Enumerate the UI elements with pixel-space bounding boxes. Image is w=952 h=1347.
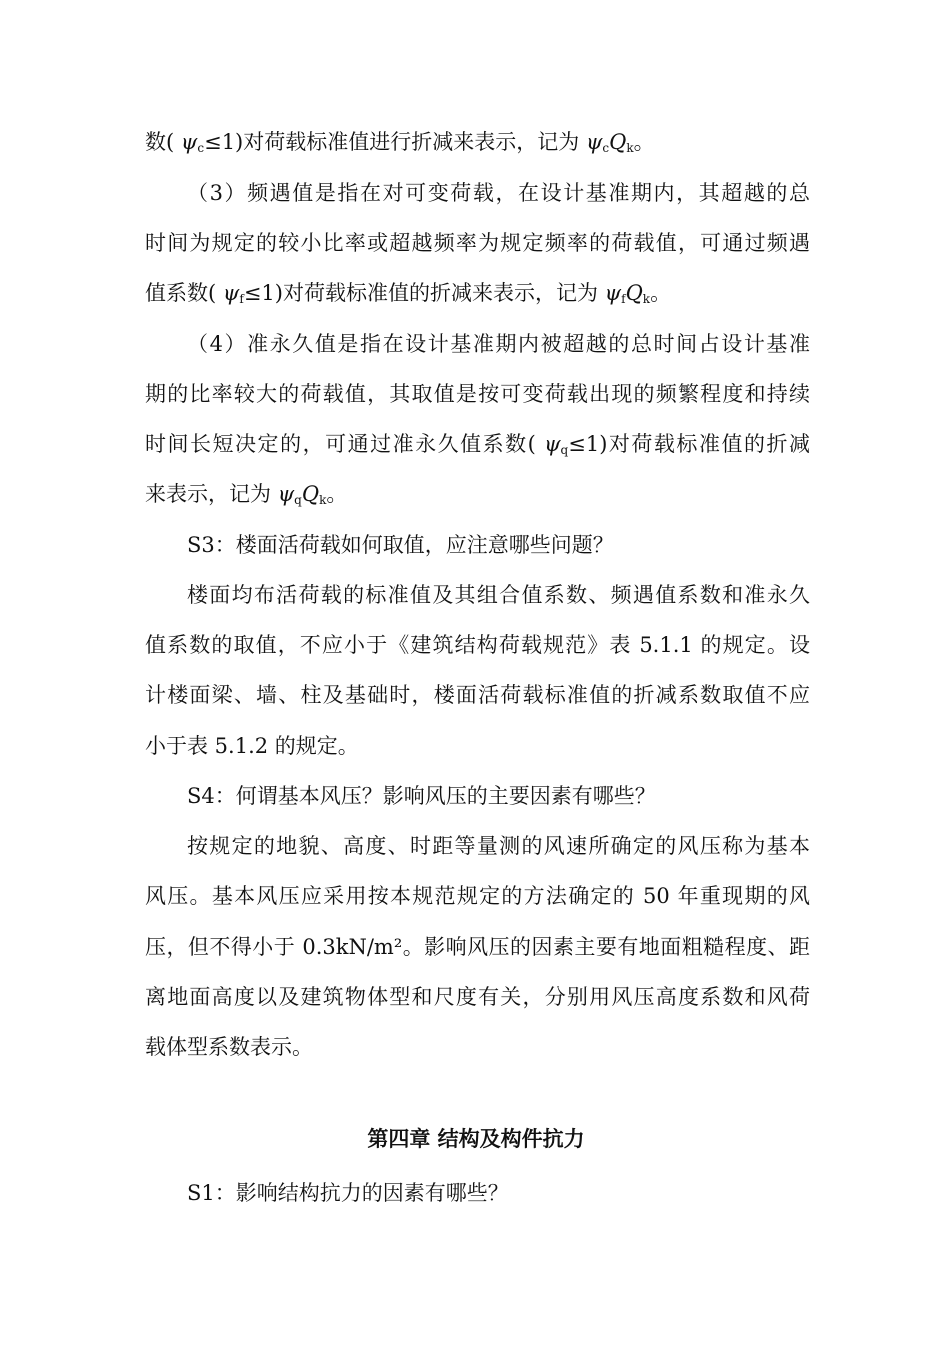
text-line-13: 小于表 5.1.2 的规定。 <box>145 734 359 758</box>
text-line-3: 时间为规定的较小比率或超越频率为规定频率的荷载值，可通过频遇 <box>145 231 810 255</box>
text-run: 值系数( <box>145 281 217 305</box>
text-line-19: 载体型系数表示。 <box>145 1035 313 1059</box>
text-line-10: 楼面均布活荷载的标准值及其组合值系数、频遇值系数和准永久 <box>187 583 810 607</box>
text-line-4 <box>145 278 810 308</box>
subscript: q <box>560 443 569 457</box>
psi-symbol: ψ <box>222 281 240 305</box>
text-line-7 <box>145 429 810 459</box>
subscript: f <box>621 292 626 306</box>
text-run: ≤1)对荷载标准值的折减 <box>568 432 810 456</box>
psi-symbol: ψ <box>604 281 622 305</box>
text-line-17: 压，但不得小于 0.3kN/m²。影响风压的因素主要有地面粗糙程度、距 <box>145 935 810 959</box>
psi-symbol: ψ <box>277 482 295 506</box>
text-line-8 <box>145 479 810 509</box>
text-line-12: 计楼面梁、墙、柱及基础时，楼面活荷载标准值的折减系数取值不应 <box>145 683 810 707</box>
text-run: 数( <box>145 130 175 154</box>
question-s1: S1：影响结构抗力的因素有哪些？ <box>187 1181 509 1205</box>
text-line-2: （3）频遇值是指在对可变荷载，在设计基准期内，其超越的总 <box>187 181 810 205</box>
text-run: 。 <box>650 281 672 305</box>
q-symbol: Q <box>609 130 627 154</box>
q-symbol: Q <box>301 482 320 506</box>
subscript: f <box>239 292 244 306</box>
text-run: ≤1)对荷载标准值进行折减来表示，记为 <box>204 130 580 154</box>
text-line-15: 按规定的地貌、高度、时距等量测的风速所确定的风压称为基本 <box>187 834 810 858</box>
q-symbol: Q <box>625 281 643 305</box>
text-line-18: 离地面高度以及建筑物体型和尺度有关，分别用风压高度系数和风荷 <box>145 985 810 1009</box>
text-line-5: （4）准永久值是指在设计基准期内被超越的总时间占设计基准 <box>187 332 810 356</box>
text-line-16: 风压。基本风压应采用按本规范规定的方法确定的 50 年重现期的风 <box>145 884 810 908</box>
subscript: q <box>294 493 302 507</box>
chapter-title: 第四章 结构及构件抗力 <box>367 1127 585 1151</box>
text-line-1 <box>145 127 810 157</box>
subscript: c <box>197 141 205 155</box>
psi-symbol: ψ <box>180 130 198 154</box>
text-run: ≤1)对荷载标准值的折减来表示，记为 <box>243 281 598 305</box>
text-run: 时间长短决定的，可通过准永久值系数( <box>145 432 536 456</box>
text-line-11: 值系数的取值，不应小于《建筑结构荷载规范》表 5.1.1 的规定。设 <box>145 633 810 657</box>
psi-symbol: ψ <box>585 130 603 154</box>
text-run: 来表示，记为 <box>145 482 271 506</box>
text-line-6: 期的比率较大的荷载值，其取值是按可变荷载出现的频繁程度和持续 <box>145 382 810 406</box>
psi-symbol: ψ <box>544 432 561 456</box>
subscript: k <box>319 493 327 507</box>
subscript: c <box>602 141 610 155</box>
text-run: 。 <box>633 130 655 154</box>
question-s3: S3：楼面活荷载如何取值，应注意哪些问题？ <box>187 533 614 557</box>
subscript: k <box>642 292 651 306</box>
subscript: k <box>626 141 634 155</box>
text-run: 。 <box>326 482 348 506</box>
question-s4: S4：何谓基本风压？影响风压的主要因素有哪些？ <box>187 784 656 808</box>
